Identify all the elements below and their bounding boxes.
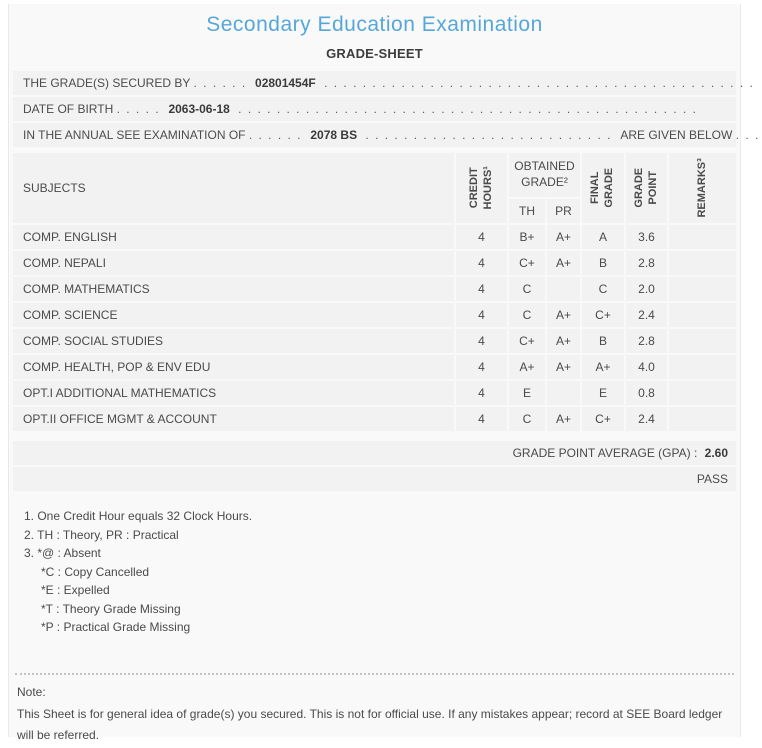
remarks-value — [669, 329, 736, 353]
remarks-value — [669, 225, 736, 249]
th-grade: C+ — [509, 329, 545, 353]
th-grade: B+ — [509, 225, 545, 249]
date-of-birth-value: 2063-06-18 — [168, 102, 230, 116]
result-row — [13, 467, 736, 491]
th-grade: A+ — [509, 355, 545, 379]
remarks-label: REMARKS³ — [695, 158, 708, 218]
grades-table-header-row — [13, 153, 736, 197]
pr-grade: A+ — [547, 225, 580, 249]
credit-hours-value: 4 — [456, 303, 507, 327]
subject-name: OPT.II OFFICE MGMT & ACCOUNT — [13, 407, 454, 431]
subject-name: COMP. SCIENCE — [13, 303, 454, 327]
column-header-subjects: SUBJECTS — [13, 153, 454, 223]
column-header-grade-point — [626, 153, 667, 223]
final-grade: B — [582, 329, 624, 353]
grades-table — [11, 151, 738, 493]
table-row — [13, 381, 736, 405]
table-row — [13, 277, 736, 301]
footnote-absent: 3. *@ : Absent — [24, 546, 101, 560]
date-of-birth-label: DATE OF BIRTH — [23, 102, 114, 116]
pr-grade — [547, 277, 580, 301]
dotted-filler: . . . . . . . . . . . . . . . . . . . . . . . . . . — [365, 128, 612, 142]
dotted-filler: . . . . . . — [193, 76, 247, 90]
pr-grade: A+ — [547, 251, 580, 275]
page-title: Secondary Education Examination — [206, 13, 543, 36]
grade-point: 3.6 — [626, 225, 667, 249]
dotted-filler: . . . . . . . . . . . . . . . . . . . . . . . . . . . . . . . . . . . . . . . . . . . . . — [324, 76, 755, 90]
footnote-practical-grade-missing: *P : Practical Grade Missing — [41, 620, 191, 634]
table-row — [13, 407, 736, 431]
column-header-pr: PR — [547, 199, 580, 223]
pr-grade: A+ — [547, 303, 580, 327]
credit-hours-value: 4 — [456, 251, 507, 275]
grade-point: 4.0 — [626, 355, 667, 379]
page-subtitle: GRADE-SHEET — [326, 46, 423, 61]
subject-name: COMP. ENGLISH — [13, 225, 454, 249]
table-row — [13, 355, 736, 379]
table-spacer-row — [13, 433, 736, 439]
footnote-th-pr: 2. TH : Theory, PR : Practical — [24, 527, 179, 542]
info-row-examination-year — [13, 123, 736, 147]
table-row — [13, 251, 736, 275]
th-grade: C — [509, 303, 545, 327]
subject-name: OPT.I ADDITIONAL MATHEMATICS — [13, 381, 454, 405]
remarks-value — [669, 355, 736, 379]
grades-secured-by-label: THE GRADE(S) SECURED BY — [23, 76, 191, 90]
column-header-th: TH — [509, 199, 545, 223]
are-given-below-label: ARE GIVEN BELOW — [620, 128, 733, 142]
note-section — [11, 675, 738, 746]
footnote-theory-grade-missing: *T : Theory Grade Missing — [41, 601, 181, 616]
final-grade: C — [582, 277, 624, 301]
grade-point: 2.4 — [626, 407, 667, 431]
table-row — [13, 329, 736, 353]
column-header-obtained-grade — [509, 153, 580, 197]
pr-grade — [547, 381, 580, 405]
footnotes-section — [11, 493, 738, 637]
th-grade: C — [509, 407, 545, 431]
remarks-value — [669, 381, 736, 405]
gpa-summary-row — [13, 441, 736, 465]
th-grade: C+ — [509, 251, 545, 275]
final-grade: A+ — [582, 355, 624, 379]
note-text: This Sheet is for general idea of grade(s) you secured. This is not for official use. If any mistakes appear; record at SEE Board ledger will be referred. — [17, 706, 723, 742]
pr-grade: A+ — [547, 407, 580, 431]
remarks-value — [669, 407, 736, 431]
examination-year-value: 2078 BS — [310, 128, 358, 142]
info-row-grades-secured-by — [13, 71, 736, 95]
th-grade: C — [509, 277, 545, 301]
final-grade: A — [582, 225, 624, 249]
grade-point: 2.0 — [626, 277, 667, 301]
final-grade-line1: FINAL — [589, 171, 602, 205]
dotted-filler: . . . . . . . . . . . . . . . . . . . . . . . . . . . . . . . . . . . . . . . . . . . . . . . . — [238, 102, 698, 116]
remarks-value — [669, 303, 736, 327]
final-grade: C+ — [582, 303, 624, 327]
final-grade: E — [582, 381, 624, 405]
dotted-filler: . . . . . — [116, 102, 161, 116]
credit-hours-value: 4 — [456, 329, 507, 353]
gpa-label: GRADE POINT AVERAGE (GPA) : — [512, 446, 698, 460]
result-status: PASS — [696, 472, 728, 486]
th-grade: E — [509, 381, 545, 405]
symbol-number-value: 02801454F — [255, 76, 316, 90]
obtained-grade-line2: GRADE² — [521, 174, 568, 189]
subject-name: COMP. MATHEMATICS — [13, 277, 454, 301]
grade-point: 2.8 — [626, 251, 667, 275]
dotted-filler: . . . — [735, 128, 760, 142]
footnote-expelled: *E : Expelled — [41, 583, 110, 597]
obtained-grade-line1: OBTAINED — [514, 159, 575, 174]
column-header-final-grade — [582, 153, 624, 223]
credit-hours-value: 4 — [456, 407, 507, 431]
remarks-value — [669, 277, 736, 301]
column-header-credit-hours — [456, 153, 507, 223]
credit-hours-value: 4 — [456, 381, 507, 405]
credit-hours-value: 4 — [456, 225, 507, 249]
gpa-value: 2.60 — [704, 446, 728, 460]
pr-grade: A+ — [547, 355, 580, 379]
credit-hours-value: 4 — [456, 355, 507, 379]
dotted-filler: . . . . . . — [248, 128, 303, 142]
column-header-remarks — [669, 153, 736, 223]
student-info-table — [11, 69, 760, 149]
grade-point: 2.8 — [626, 329, 667, 353]
final-grade: B — [582, 251, 624, 275]
grade-point-line1: GRADE — [632, 168, 645, 208]
info-row-date-of-birth — [13, 97, 736, 121]
grade-point-line2: POINT — [646, 171, 659, 205]
credit-hours-line1: CREDIT — [467, 167, 480, 209]
footnote-copy-cancelled: *C : Copy Cancelled — [41, 564, 150, 579]
subject-name: COMP. SOCIAL STUDIES — [13, 329, 454, 353]
credit-hours-value: 4 — [456, 277, 507, 301]
subject-name: COMP. NEPALI — [13, 251, 454, 275]
subject-name: COMP. HEALTH, POP & ENV EDU — [13, 355, 454, 379]
final-grade-line2: GRADE — [602, 168, 615, 208]
examination-of-label: IN THE ANNUAL SEE EXAMINATION OF — [23, 128, 246, 142]
remarks-value — [669, 251, 736, 275]
grade-point: 0.8 — [626, 381, 667, 405]
table-row — [13, 225, 736, 249]
grade-sheet-container — [8, 4, 760, 742]
footnote-credit-hours: 1. One Credit Hour equals 32 Clock Hours. — [24, 509, 253, 523]
final-grade: C+ — [582, 407, 624, 431]
note-label: Note: — [17, 684, 46, 699]
pr-grade: A+ — [547, 329, 580, 353]
credit-hours-line2: HOURS¹ — [481, 166, 494, 210]
grade-point: 2.4 — [626, 303, 667, 327]
table-row — [13, 303, 736, 327]
